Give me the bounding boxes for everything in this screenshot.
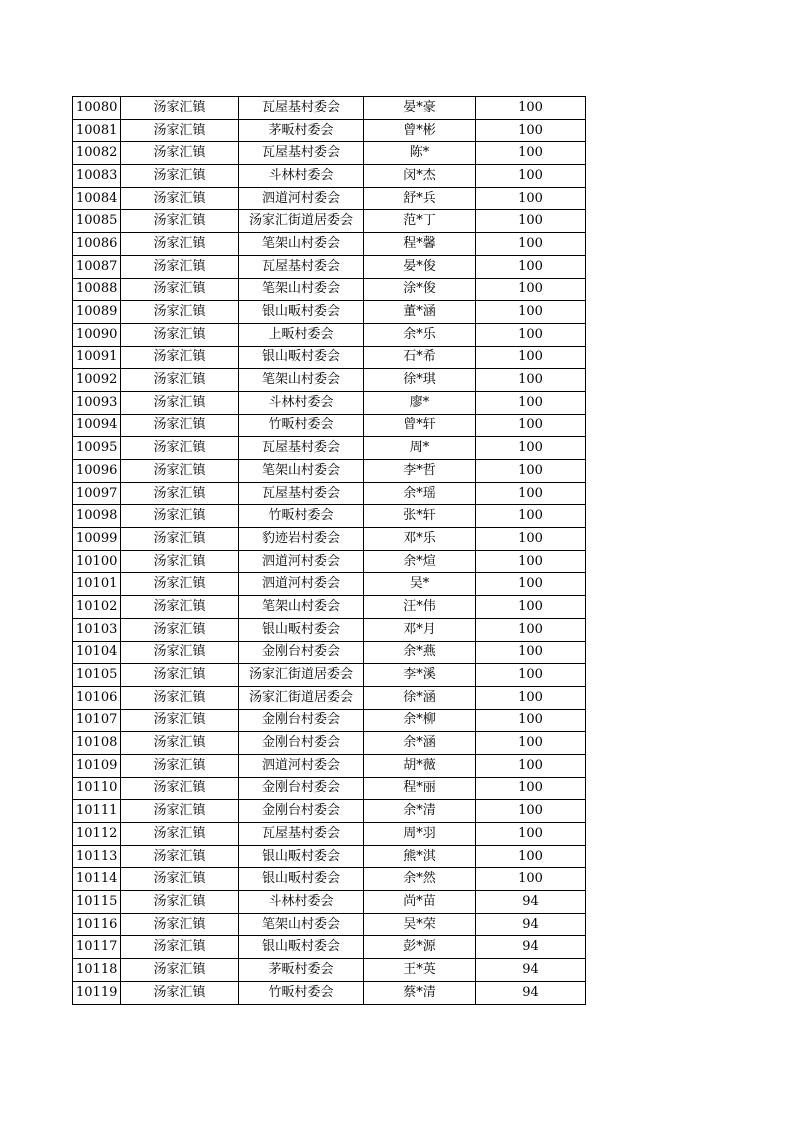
table-row	[73, 482, 586, 505]
table-row	[73, 346, 586, 369]
amount-cell: 100	[476, 550, 586, 573]
unit-cell: 竹畈村委会	[239, 505, 364, 528]
town-cell: 汤家汇镇	[121, 868, 239, 891]
table-row	[73, 800, 586, 823]
town-cell: 汤家汇镇	[121, 278, 239, 301]
name-cell: 程*馨	[364, 233, 476, 256]
town-cell: 汤家汇镇	[121, 777, 239, 800]
unit-cell: 斗林村委会	[239, 165, 364, 188]
row-id-cell: 10094	[73, 414, 121, 437]
row-id-cell: 10110	[73, 777, 121, 800]
town-cell: 汤家汇镇	[121, 391, 239, 414]
row-id-cell: 10100	[73, 550, 121, 573]
unit-cell: 金刚台村委会	[239, 800, 364, 823]
unit-cell: 上畈村委会	[239, 323, 364, 346]
name-cell: 余*乐	[364, 323, 476, 346]
unit-cell: 银山畈村委会	[239, 868, 364, 891]
amount-cell: 100	[476, 777, 586, 800]
amount-cell: 100	[476, 278, 586, 301]
unit-cell: 银山畈村委会	[239, 845, 364, 868]
unit-cell: 银山畈村委会	[239, 346, 364, 369]
town-cell: 汤家汇镇	[121, 959, 239, 982]
table-row	[73, 959, 586, 982]
unit-cell: 斗林村委会	[239, 391, 364, 414]
unit-cell: 银山畈村委会	[239, 936, 364, 959]
name-cell: 陈*	[364, 142, 476, 165]
table-row	[73, 913, 586, 936]
row-id-cell: 10090	[73, 323, 121, 346]
unit-cell: 竹畈村委会	[239, 414, 364, 437]
unit-cell: 汤家汇街道居委会	[239, 686, 364, 709]
table-row	[73, 732, 586, 755]
town-cell: 汤家汇镇	[121, 482, 239, 505]
name-cell: 余*瑶	[364, 482, 476, 505]
town-cell: 汤家汇镇	[121, 233, 239, 256]
town-cell: 汤家汇镇	[121, 97, 239, 120]
row-id-cell: 10118	[73, 959, 121, 982]
table-row	[73, 528, 586, 551]
name-cell: 周*	[364, 437, 476, 460]
amount-cell: 100	[476, 664, 586, 687]
row-id-cell: 10117	[73, 936, 121, 959]
table-row	[73, 460, 586, 483]
table-row	[73, 981, 586, 1004]
unit-cell: 竹畈村委会	[239, 981, 364, 1004]
amount-cell: 100	[476, 686, 586, 709]
unit-cell: 泗道河村委会	[239, 754, 364, 777]
row-id-cell: 10096	[73, 460, 121, 483]
amount-cell: 100	[476, 800, 586, 823]
town-cell: 汤家汇镇	[121, 618, 239, 641]
town-cell: 汤家汇镇	[121, 823, 239, 846]
row-id-cell: 10107	[73, 709, 121, 732]
row-id-cell: 10091	[73, 346, 121, 369]
table-row	[73, 823, 586, 846]
row-id-cell: 10083	[73, 165, 121, 188]
amount-cell: 100	[476, 641, 586, 664]
table-row	[73, 437, 586, 460]
table-body	[73, 97, 586, 1005]
row-id-cell: 10109	[73, 754, 121, 777]
name-cell: 石*希	[364, 346, 476, 369]
row-id-cell: 10086	[73, 233, 121, 256]
town-cell: 汤家汇镇	[121, 437, 239, 460]
row-id-cell: 10101	[73, 573, 121, 596]
amount-cell: 94	[476, 936, 586, 959]
amount-cell: 100	[476, 119, 586, 142]
table-row	[73, 255, 586, 278]
row-id-cell: 10095	[73, 437, 121, 460]
unit-cell: 汤家汇街道居委会	[239, 210, 364, 233]
table-row	[73, 664, 586, 687]
name-cell: 邓*月	[364, 618, 476, 641]
amount-cell: 100	[476, 210, 586, 233]
unit-cell: 茅畈村委会	[239, 119, 364, 142]
town-cell: 汤家汇镇	[121, 255, 239, 278]
town-cell: 汤家汇镇	[121, 800, 239, 823]
amount-cell: 100	[476, 754, 586, 777]
row-id-cell: 10093	[73, 391, 121, 414]
row-id-cell: 10112	[73, 823, 121, 846]
table-row	[73, 505, 586, 528]
row-id-cell: 10088	[73, 278, 121, 301]
town-cell: 汤家汇镇	[121, 165, 239, 188]
town-cell: 汤家汇镇	[121, 936, 239, 959]
row-id-cell: 10081	[73, 119, 121, 142]
town-cell: 汤家汇镇	[121, 301, 239, 324]
town-cell: 汤家汇镇	[121, 845, 239, 868]
row-id-cell: 10080	[73, 97, 121, 120]
unit-cell: 笔架山村委会	[239, 233, 364, 256]
table-row	[73, 868, 586, 891]
row-id-cell: 10116	[73, 913, 121, 936]
name-cell: 熊*淇	[364, 845, 476, 868]
amount-cell: 100	[476, 823, 586, 846]
unit-cell: 金刚台村委会	[239, 732, 364, 755]
amount-cell: 100	[476, 596, 586, 619]
town-cell: 汤家汇镇	[121, 505, 239, 528]
name-cell: 邓*乐	[364, 528, 476, 551]
amount-cell: 100	[476, 482, 586, 505]
town-cell: 汤家汇镇	[121, 754, 239, 777]
table-row	[73, 777, 586, 800]
unit-cell: 瓦屋基村委会	[239, 255, 364, 278]
name-cell: 尚*苗	[364, 891, 476, 914]
row-id-cell: 10099	[73, 528, 121, 551]
name-cell: 曾*轩	[364, 414, 476, 437]
name-cell: 吴*	[364, 573, 476, 596]
table-row	[73, 233, 586, 256]
table-row	[73, 596, 586, 619]
row-id-cell: 10115	[73, 891, 121, 914]
town-cell: 汤家汇镇	[121, 210, 239, 233]
name-cell: 晏*俊	[364, 255, 476, 278]
name-cell: 徐*琪	[364, 369, 476, 392]
unit-cell: 汤家汇街道居委会	[239, 664, 364, 687]
unit-cell: 瓦屋基村委会	[239, 437, 364, 460]
unit-cell: 豹迹岩村委会	[239, 528, 364, 551]
town-cell: 汤家汇镇	[121, 573, 239, 596]
unit-cell: 斗林村委会	[239, 891, 364, 914]
name-cell: 闵*杰	[364, 165, 476, 188]
amount-cell: 100	[476, 255, 586, 278]
amount-cell: 100	[476, 165, 586, 188]
table-row	[73, 550, 586, 573]
town-cell: 汤家汇镇	[121, 414, 239, 437]
row-id-cell: 10102	[73, 596, 121, 619]
amount-cell: 100	[476, 845, 586, 868]
amount-cell: 100	[476, 142, 586, 165]
table-row	[73, 278, 586, 301]
amount-cell: 94	[476, 913, 586, 936]
unit-cell: 泗道河村委会	[239, 187, 364, 210]
town-cell: 汤家汇镇	[121, 142, 239, 165]
table-row	[73, 119, 586, 142]
amount-cell: 94	[476, 959, 586, 982]
name-cell: 余*然	[364, 868, 476, 891]
name-cell: 周*羽	[364, 823, 476, 846]
table-row	[73, 165, 586, 188]
name-cell: 蔡*清	[364, 981, 476, 1004]
amount-cell: 100	[476, 437, 586, 460]
row-id-cell: 10084	[73, 187, 121, 210]
amount-cell: 100	[476, 323, 586, 346]
amount-cell: 94	[476, 891, 586, 914]
unit-cell: 笔架山村委会	[239, 278, 364, 301]
name-cell: 余*清	[364, 800, 476, 823]
row-id-cell: 10098	[73, 505, 121, 528]
unit-cell: 金刚台村委会	[239, 709, 364, 732]
table-row	[73, 97, 586, 120]
table-row	[73, 936, 586, 959]
town-cell: 汤家汇镇	[121, 664, 239, 687]
town-cell: 汤家汇镇	[121, 550, 239, 573]
unit-cell: 泗道河村委会	[239, 573, 364, 596]
name-cell: 余*燕	[364, 641, 476, 664]
town-cell: 汤家汇镇	[121, 732, 239, 755]
amount-cell: 100	[476, 369, 586, 392]
name-cell: 张*轩	[364, 505, 476, 528]
table-row	[73, 210, 586, 233]
table-row	[73, 686, 586, 709]
amount-cell: 94	[476, 981, 586, 1004]
amount-cell: 100	[476, 414, 586, 437]
town-cell: 汤家汇镇	[121, 119, 239, 142]
row-id-cell: 10104	[73, 641, 121, 664]
town-cell: 汤家汇镇	[121, 709, 239, 732]
unit-cell: 瓦屋基村委会	[239, 142, 364, 165]
name-cell: 彭*源	[364, 936, 476, 959]
row-id-cell: 10092	[73, 369, 121, 392]
unit-cell: 银山畈村委会	[239, 301, 364, 324]
name-cell: 汪*伟	[364, 596, 476, 619]
unit-cell: 银山畈村委会	[239, 618, 364, 641]
row-id-cell: 10103	[73, 618, 121, 641]
town-cell: 汤家汇镇	[121, 187, 239, 210]
name-cell: 余*煊	[364, 550, 476, 573]
row-id-cell: 10105	[73, 664, 121, 687]
name-cell: 程*丽	[364, 777, 476, 800]
table-row	[73, 845, 586, 868]
table-row	[73, 618, 586, 641]
name-cell: 余*涵	[364, 732, 476, 755]
name-cell: 涂*俊	[364, 278, 476, 301]
amount-cell: 100	[476, 573, 586, 596]
table-row	[73, 573, 586, 596]
row-id-cell: 10106	[73, 686, 121, 709]
unit-cell: 笔架山村委会	[239, 596, 364, 619]
amount-cell: 100	[476, 528, 586, 551]
row-id-cell: 10085	[73, 210, 121, 233]
unit-cell: 笔架山村委会	[239, 460, 364, 483]
name-cell: 李*溪	[364, 664, 476, 687]
name-cell: 晏*豪	[364, 97, 476, 120]
table-row	[73, 187, 586, 210]
unit-cell: 泗道河村委会	[239, 550, 364, 573]
table-row	[73, 369, 586, 392]
name-cell: 范*丁	[364, 210, 476, 233]
row-id-cell: 10089	[73, 301, 121, 324]
table-row	[73, 142, 586, 165]
amount-cell: 100	[476, 233, 586, 256]
town-cell: 汤家汇镇	[121, 460, 239, 483]
table-row	[73, 891, 586, 914]
town-cell: 汤家汇镇	[121, 369, 239, 392]
table-row	[73, 754, 586, 777]
unit-cell: 瓦屋基村委会	[239, 823, 364, 846]
amount-cell: 100	[476, 460, 586, 483]
unit-cell: 瓦屋基村委会	[239, 97, 364, 120]
unit-cell: 瓦屋基村委会	[239, 482, 364, 505]
row-id-cell: 10087	[73, 255, 121, 278]
amount-cell: 100	[476, 391, 586, 414]
row-id-cell: 10114	[73, 868, 121, 891]
row-id-cell: 10082	[73, 142, 121, 165]
town-cell: 汤家汇镇	[121, 891, 239, 914]
town-cell: 汤家汇镇	[121, 686, 239, 709]
unit-cell: 笔架山村委会	[239, 369, 364, 392]
row-id-cell: 10097	[73, 482, 121, 505]
town-cell: 汤家汇镇	[121, 981, 239, 1004]
row-id-cell: 10108	[73, 732, 121, 755]
unit-cell: 金刚台村委会	[239, 641, 364, 664]
town-cell: 汤家汇镇	[121, 323, 239, 346]
town-cell: 汤家汇镇	[121, 913, 239, 936]
name-cell: 廖*	[364, 391, 476, 414]
name-cell: 舒*兵	[364, 187, 476, 210]
row-id-cell: 10111	[73, 800, 121, 823]
table-row	[73, 414, 586, 437]
town-cell: 汤家汇镇	[121, 528, 239, 551]
amount-cell: 100	[476, 301, 586, 324]
amount-cell: 100	[476, 187, 586, 210]
name-cell: 吴*荣	[364, 913, 476, 936]
town-cell: 汤家汇镇	[121, 346, 239, 369]
name-cell: 曾*彬	[364, 119, 476, 142]
amount-cell: 100	[476, 346, 586, 369]
table-row	[73, 709, 586, 732]
unit-cell: 金刚台村委会	[239, 777, 364, 800]
name-cell: 王*英	[364, 959, 476, 982]
amount-cell: 100	[476, 505, 586, 528]
table-row	[73, 323, 586, 346]
data-table	[72, 96, 586, 1005]
unit-cell: 茅畈村委会	[239, 959, 364, 982]
amount-cell: 100	[476, 732, 586, 755]
unit-cell: 笔架山村委会	[239, 913, 364, 936]
name-cell: 徐*涵	[364, 686, 476, 709]
town-cell: 汤家汇镇	[121, 596, 239, 619]
name-cell: 胡*薇	[364, 754, 476, 777]
amount-cell: 100	[476, 97, 586, 120]
table-row	[73, 391, 586, 414]
table-row	[73, 641, 586, 664]
amount-cell: 100	[476, 868, 586, 891]
row-id-cell: 10119	[73, 981, 121, 1004]
table-row	[73, 301, 586, 324]
amount-cell: 100	[476, 709, 586, 732]
name-cell: 余*柳	[364, 709, 476, 732]
row-id-cell: 10113	[73, 845, 121, 868]
name-cell: 董*涵	[364, 301, 476, 324]
town-cell: 汤家汇镇	[121, 641, 239, 664]
name-cell: 李*哲	[364, 460, 476, 483]
amount-cell: 100	[476, 618, 586, 641]
